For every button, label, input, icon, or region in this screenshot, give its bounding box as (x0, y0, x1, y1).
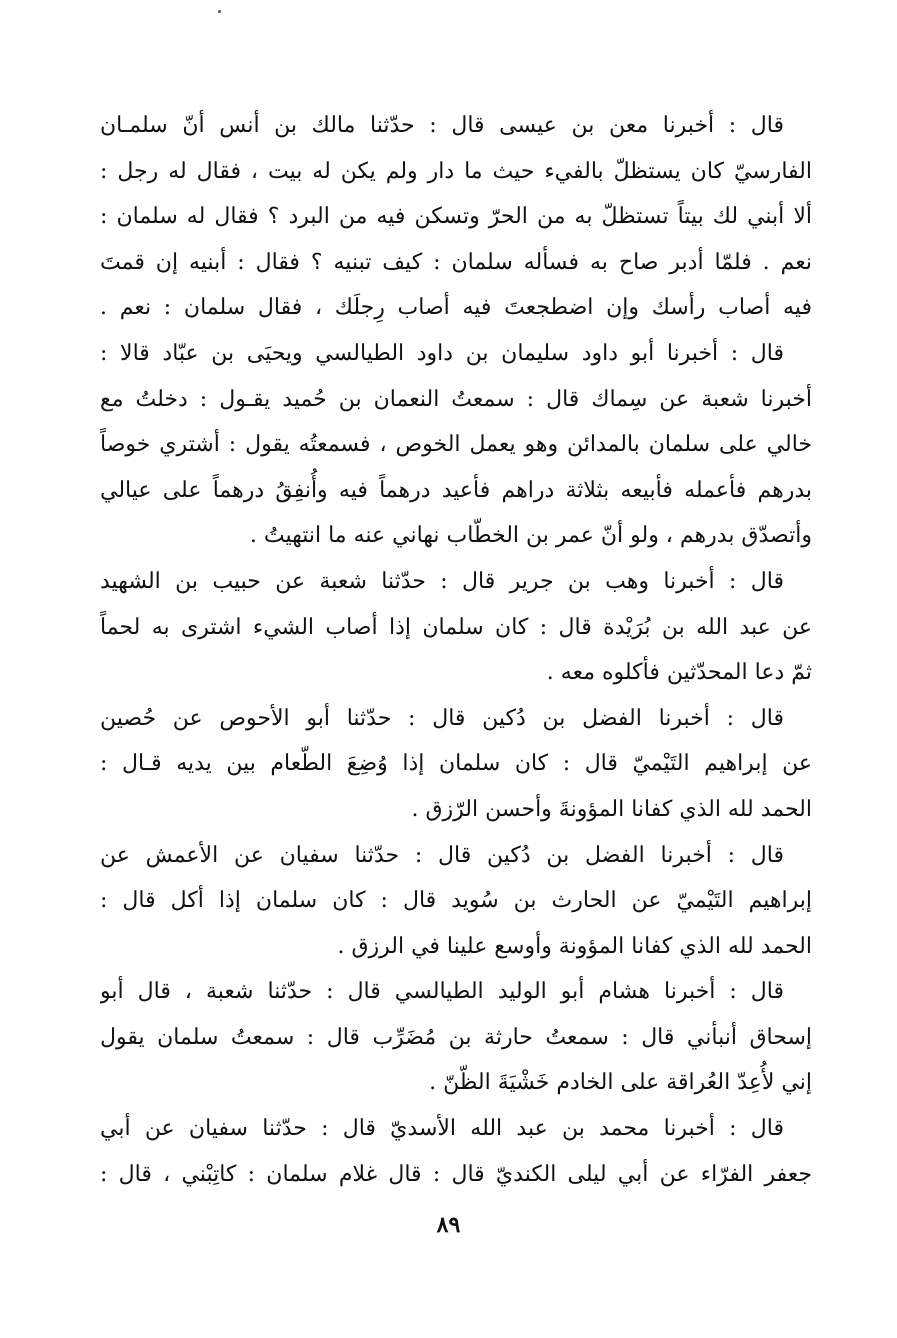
text-line: فيه أصاب رأسك وإن اضطجعتَ فيه أصاب رِجلَك ، فقال سلمان : نعم . (100, 295, 812, 321)
text-line: قال : أخبرنا معن بن عيسى قال : حدّثنا مالك بن أنس أنّ سلمـان (100, 113, 784, 138)
text-line: إسحاق أنبأني قال : سمعتُ حارثة بن مُضَرِّب قال : سمعتُ سلمان يقول (100, 1024, 812, 1050)
text-line: الحمد لله الذي كفانا المؤونة وأوسع علينا في الرزق . (337, 933, 812, 959)
text-line: خالي على سلمان بالمدائن وهو يعمل الخوص ، فسمعتُه يقول : أشتري خوصاً (100, 432, 812, 458)
page-number: ٨٩ (436, 1212, 461, 1238)
arabic-text-body (100, 103, 812, 1197)
text-line: قال : أخبرنا أبو داود سليمان بن داود الطيالسي ويحيَى بن عبّاد قالا : (100, 340, 785, 366)
text-line: جعفر الفرّاء عن أبي ليلى الكنديّ قال : قال غلام سلمان : كاتِبْني ، قال : (100, 1161, 812, 1187)
text-line: قال : أخبرنا هشام أبو الوليد الطيالسي قال : حدّثنا شعبة ، قال أبو (100, 979, 784, 1005)
text-line: الحمد لله الذي كفانا المؤونةَ وأحسن الرّزق . (411, 796, 812, 822)
text-line: الفارسيّ كان يستظلّ بالفيء حيث ما دار ولم يكن له بيت ، فقال له رجل : (100, 158, 812, 184)
text-line: قال : أخبرنا الفضل بن دُكين قال : حدّثنا أبو الأحوص عن حُصين (100, 705, 784, 731)
text-line: بدرهم فأعمله فأبيعه بثلاثة دراهم فأعيد درهماً فيه وأُنفِقُ درهماً على عيالي (100, 477, 812, 503)
text-line: عن عبد الله بن بُرَيْدة قال : كان سلمان إذا أصاب الشيء اشترى به لحماً (100, 614, 812, 640)
text-line: قال : أخبرنا الفضل بن دُكين قال : حدّثنا سفيان عن الأعمش عن (100, 842, 784, 868)
scan-speck (218, 10, 221, 13)
text-line: أخبرنا شعبة عن سِماك قال : سمعتُ النعمان بن حُميد يقـول : دخلتُ مع (100, 386, 812, 412)
text-line: عن إبراهيم التَيْميّ قال : كان سلمان إذا وُضِعَ الطّعام بين يديه قـال : (100, 751, 812, 777)
text-line: قال : أخبرنا وهب بن جرير قال : حدّثنا شعبة عن حبيب بن الشهيد (100, 568, 784, 594)
text-line: إني لأُعِدّ العُراقة على الخادم خَشْيَةَ الظّنّ . (429, 1070, 812, 1096)
text-line: وأتصدّق بدرهم ، ولو أنّ عمر بن الخطّاب نهاني عنه ما انتهيتُ . (249, 523, 812, 549)
text-line: ألا أبني لك بيتاً تستظلّ به من الحرّ وتسكن فيه من البرد ؟ فقال له سلمان : (100, 204, 812, 230)
text-line: إبراهيم التَيْميّ عن الحارث بن سُويد قال : كان سلمان إذا أكل قال : (100, 888, 812, 914)
text-line: ثمّ دعا المحدّثين فأكلوه معه . (546, 660, 812, 686)
text-line: قال : أخبرنا محمد بن عبد الله الأسديّ قال : حدّثنا سفيان عن أبي (100, 1116, 784, 1142)
text-line: نعم . فلمّا أدبر صاح به فسأله سلمان : كيف تبنيه ؟ فقال : أبنيه إن قمتَ (100, 249, 812, 275)
